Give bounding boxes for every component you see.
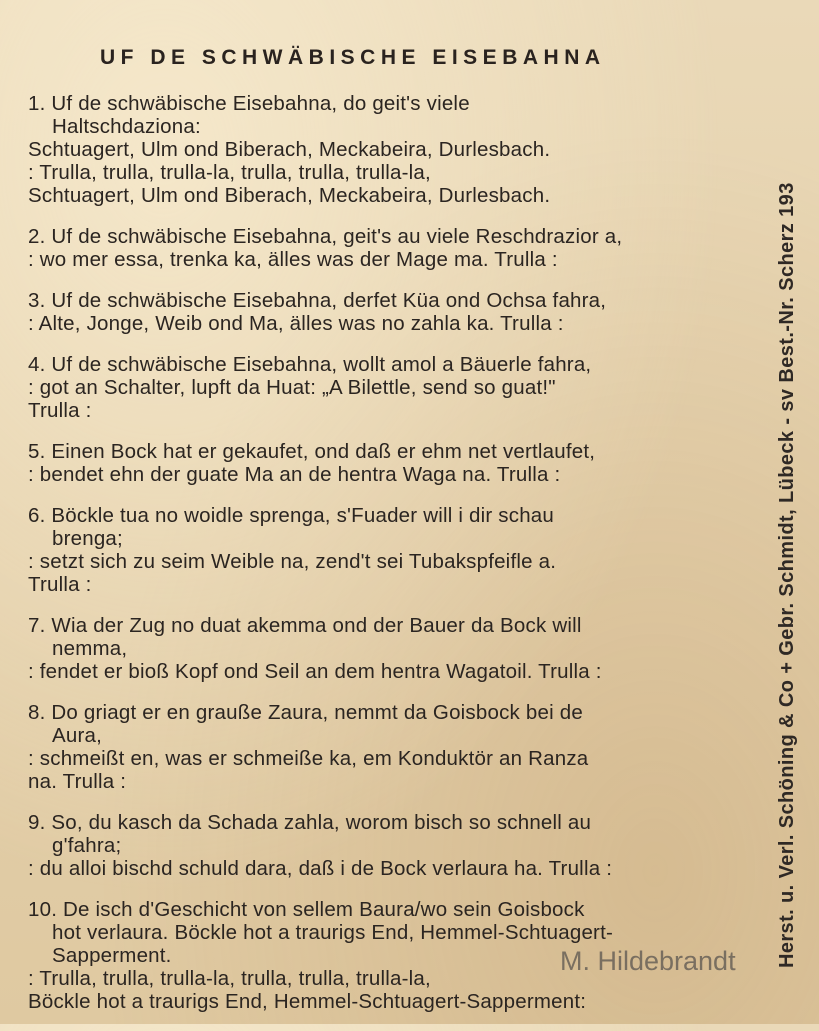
verse-line: : Trulla, trulla, trulla-la, trulla, trulla, trulla-la, <box>28 161 431 184</box>
verse-line: Schtuagert, Ulm ond Biberach, Meckabeira, Durlesbach. <box>28 138 551 161</box>
song-verses <box>28 92 768 1031</box>
verse-line: 7. Wia der Zug no duat akemma ond der Bauer da Bock will <box>28 614 582 637</box>
verse-line: : fendet er bioß Kopf ond Seil an dem hentra Wagatoil. Trulla : <box>28 660 602 683</box>
verse-line: hot verlaura. Böckle hot a traurigs End, Hemmel-Schtuagert- <box>52 921 613 944</box>
verse-7 <box>28 614 768 683</box>
verse-line: Böckle hot a traurigs End, Hemmel-Schtuagert-Sapperment: <box>28 990 587 1013</box>
verse-line: na. Trulla : <box>28 770 127 793</box>
verse-line: Sapperment. <box>52 944 172 967</box>
verse-line: brenga; <box>52 527 123 550</box>
verse-line: 1. Uf de schwäbische Eisebahna, do geit's viele <box>28 92 470 115</box>
verse-line: : schmeißt en, was er schmeiße ka, em Konduktör an Ranza <box>28 747 589 770</box>
verse-line: 4. Uf de schwäbische Eisebahna, wollt amol a Bäuerle fahra, <box>28 353 592 376</box>
verse-line: g'fahra; <box>52 834 122 857</box>
verse-line: nemma, <box>52 637 128 660</box>
verse-8 <box>28 701 768 793</box>
verse-line: 2. Uf de schwäbische Eisebahna, geit's au viele Reschdrazior a, <box>28 225 623 248</box>
verse-line: 6. Böckle tua no woidle sprenga, s'Fuader will i dir schau <box>28 504 555 527</box>
verse-4 <box>28 353 768 422</box>
publisher-note: Herst. u. Verl. Schöning & Co + Gebr. Schmidt, Lübeck - sv Best.-Nr. Scherz 193 <box>776 182 798 968</box>
verse-line: : bendet ehn der guate Ma an de hentra Waga na. Trulla : <box>28 463 561 486</box>
verse-2 <box>28 225 768 271</box>
verse-line: : got an Schalter, lupft da Huat: „A Bilettle, send so guat!" <box>28 376 556 399</box>
verse-line: : wo mer essa, trenka ka, älles was der Mage ma. Trulla : <box>28 248 558 271</box>
verse-1 <box>28 92 768 207</box>
verse-line: : Trulla, trulla, trulla-la, trulla, trulla, trulla-la, <box>28 967 431 990</box>
verse-line: Trulla : <box>28 399 92 422</box>
verse-line: 10. De isch d'Geschicht von sellem Baura/wo sein Goisbock <box>28 898 585 921</box>
verse-line: 5. Einen Bock hat er gekaufet, ond daß er ehm net vertlaufet, <box>28 440 596 463</box>
verse-line: : setzt sich zu seim Weible na, zend't sei Tubakspfeifle a. <box>28 550 557 573</box>
verse-6 <box>28 504 768 596</box>
verse-line: Trulla : <box>28 573 92 596</box>
watermark: M. Hildebrandt <box>560 946 736 976</box>
verse-line: Aura, <box>52 724 102 747</box>
verse-line: Schtuagert, Ulm ond Biberach, Meckabeira, Durlesbach. <box>28 184 551 207</box>
verse-line: 3. Uf de schwäbische Eisebahna, derfet Küa ond Ochsa fahra, <box>28 289 607 312</box>
verse-line: 9. So, du kasch da Schada zahla, worom bisch so schnell au <box>28 811 592 834</box>
verse-line: : du alloi bischd schuld dara, daß i de Bock verlaura ha. Trulla : <box>28 857 613 880</box>
verse-3 <box>28 289 768 335</box>
verse-line: Haltschdaziona: <box>52 115 201 138</box>
song-title: UF DE SCHWÄBISCHE EISEBAHNA <box>100 46 606 69</box>
verse-5 <box>28 440 768 486</box>
verse-line: 8. Do griagt er en grauße Zaura, nemmt da Goisbock bei de <box>28 701 583 724</box>
verse-line: : Alte, Jonge, Weib ond Ma, älles was no zahla ka. Trulla : <box>28 312 564 335</box>
verse-9 <box>28 811 768 880</box>
